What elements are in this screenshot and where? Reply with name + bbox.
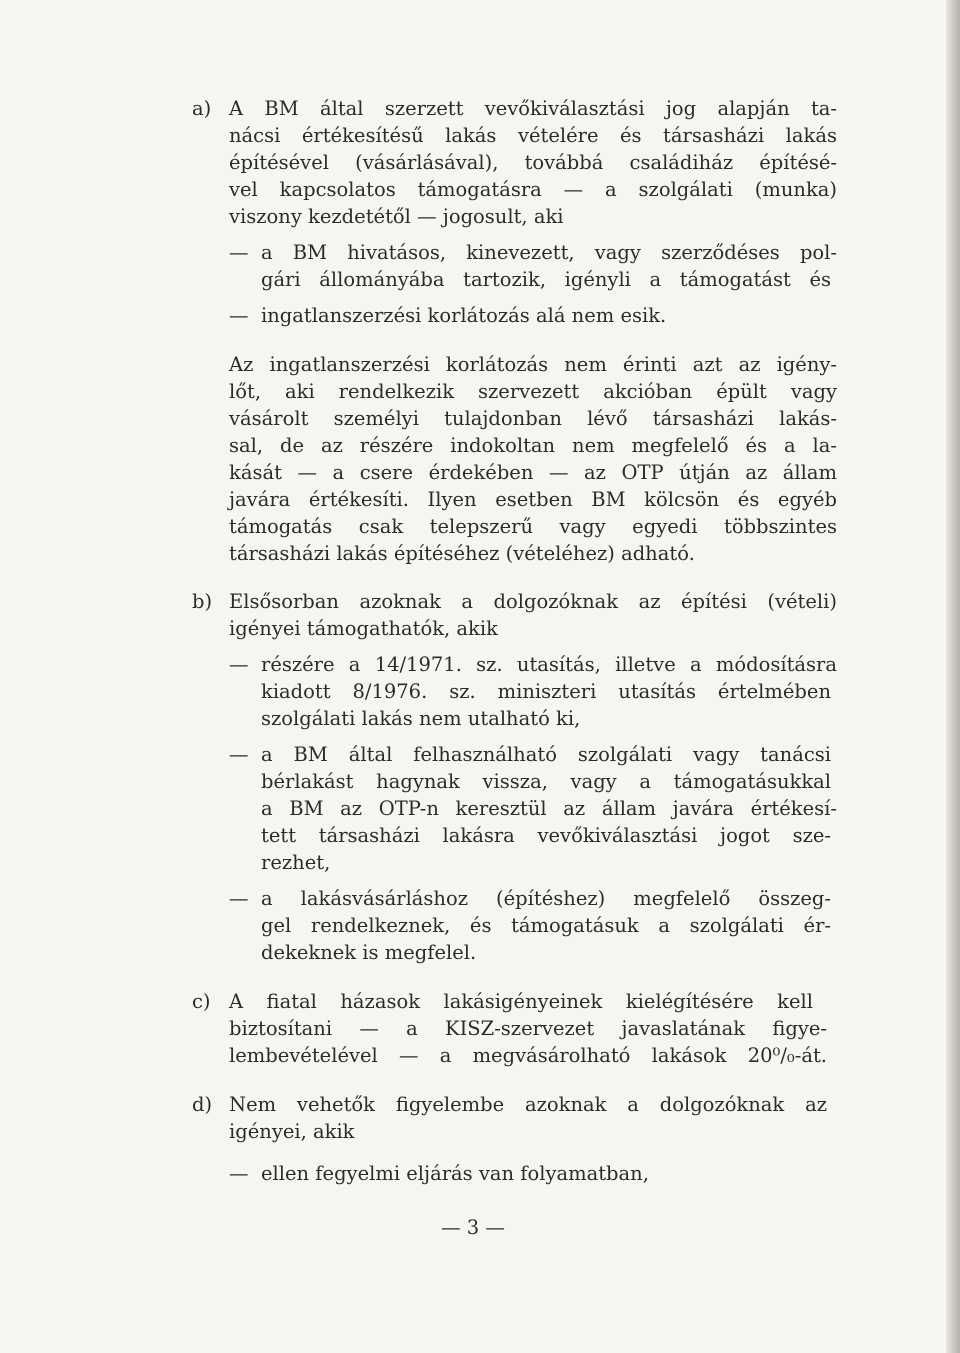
paragraph-line: kását — a csere érdekében — az OTP útján az állam <box>229 461 837 484</box>
bullet-line: ingatlanszerzési korlátozás alá nem esik. <box>261 304 667 327</box>
bullet-dash: — <box>229 304 249 327</box>
bullet-line: dekeknek is megfelel. <box>261 941 477 964</box>
bullet-line: részére a 14/1971. sz. utasítás, illetve a módosításra <box>261 653 837 676</box>
paragraph-line: Az ingatlanszerzési korlátozás nem érinti azt az igény- <box>229 353 837 376</box>
bullet-dash: — <box>229 743 249 766</box>
bullet-line: ellen fegyelmi eljárás van folyamatban, <box>261 1162 649 1185</box>
bullet-line: bérlakást hagynak vissza, vagy a támogatásukkal <box>261 770 831 793</box>
item-c-marker: c) <box>192 990 211 1013</box>
bullet-dash: — <box>229 653 249 676</box>
paragraph-line: sal, de az részére indokoltan nem megfelelő és a la- <box>229 434 837 457</box>
bullet-line: a BM által felhasználható szolgálati vagy tanácsi <box>261 743 831 766</box>
paragraph-line: lőt, aki rendelkezik szervezett akcióban épült vagy <box>229 380 837 403</box>
paragraph-line: társasházi lakás építéséhez (vételéhez) adható. <box>229 542 695 565</box>
bullet-dash: — <box>229 1162 249 1185</box>
item-a-line: nácsi értékesítésű lakás vételére és társasházi lakás <box>229 124 837 147</box>
item-b-line: Elsősorban azoknak a dolgozóknak az építési (vételi) <box>229 590 837 613</box>
paragraph-line: vásárolt személyi tulajdonban lévő társasházi lakás- <box>229 407 837 430</box>
page-number: — 3 — <box>441 1216 505 1239</box>
item-d-marker: d) <box>192 1093 213 1116</box>
bullet-line: kiadott 8/1976. sz. miniszteri utasítás értelmében <box>261 680 831 703</box>
bullet-line: a BM hivatásos, kinevezett, vagy szerződéses pol- <box>261 241 837 264</box>
item-b-line: igényei támogathatók, akik <box>229 617 498 640</box>
item-c-line: lembevételével — a megvásárolható lakások 20⁰/₀-át. <box>229 1044 827 1067</box>
item-a-line: A BM által szerzett vevőkiválasztási jog alapján ta- <box>229 97 837 120</box>
item-c-line: A fiatal házasok lakásigényeinek kielégítésére kell <box>229 990 813 1013</box>
bullet-dash: — <box>229 887 249 910</box>
bullet-line: gári állományába tartozik, igényli a támogatást és <box>261 268 831 291</box>
item-a-marker: a) <box>192 97 212 120</box>
item-a-line: építésével (vásárlásával), továbbá családiház építésé- <box>229 151 837 174</box>
item-b-marker: b) <box>192 590 213 613</box>
bullet-line: a BM az OTP-n keresztül az állam javára értékesí- <box>261 797 837 820</box>
item-a-line: vel kapcsolatos támogatásra — a szolgálati (munka) <box>229 178 837 201</box>
paragraph-line: támogatás csak telepszerű vagy egyedi többszintes <box>229 515 837 538</box>
bullet-line: szolgálati lakás nem utalható ki, <box>261 707 581 730</box>
paragraph-line: javára értékesíti. Ilyen esetben BM kölcsön és egyéb <box>229 488 837 511</box>
page-edge-shadow <box>946 0 960 1353</box>
item-d-line: igényei, akik <box>229 1120 355 1143</box>
bullet-dash: — <box>229 241 249 264</box>
bullet-line: tett társasházi lakásra vevőkiválasztási jogot sze- <box>261 824 831 847</box>
bullet-line: rezhet, <box>261 851 331 874</box>
bullet-line: a lakásvásárláshoz (építéshez) megfelelő összeg- <box>261 887 831 910</box>
item-d-line: Nem vehetők figyelembe azoknak a dolgozóknak az <box>229 1093 827 1116</box>
bullet-line: gel rendelkeznek, és támogatásuk a szolgálati ér- <box>261 914 831 937</box>
item-c-line: biztosítani — a KISZ-szervezet javaslatának figye- <box>229 1017 827 1040</box>
item-a-line: viszony kezdetétől — jogosult, aki <box>229 205 564 228</box>
